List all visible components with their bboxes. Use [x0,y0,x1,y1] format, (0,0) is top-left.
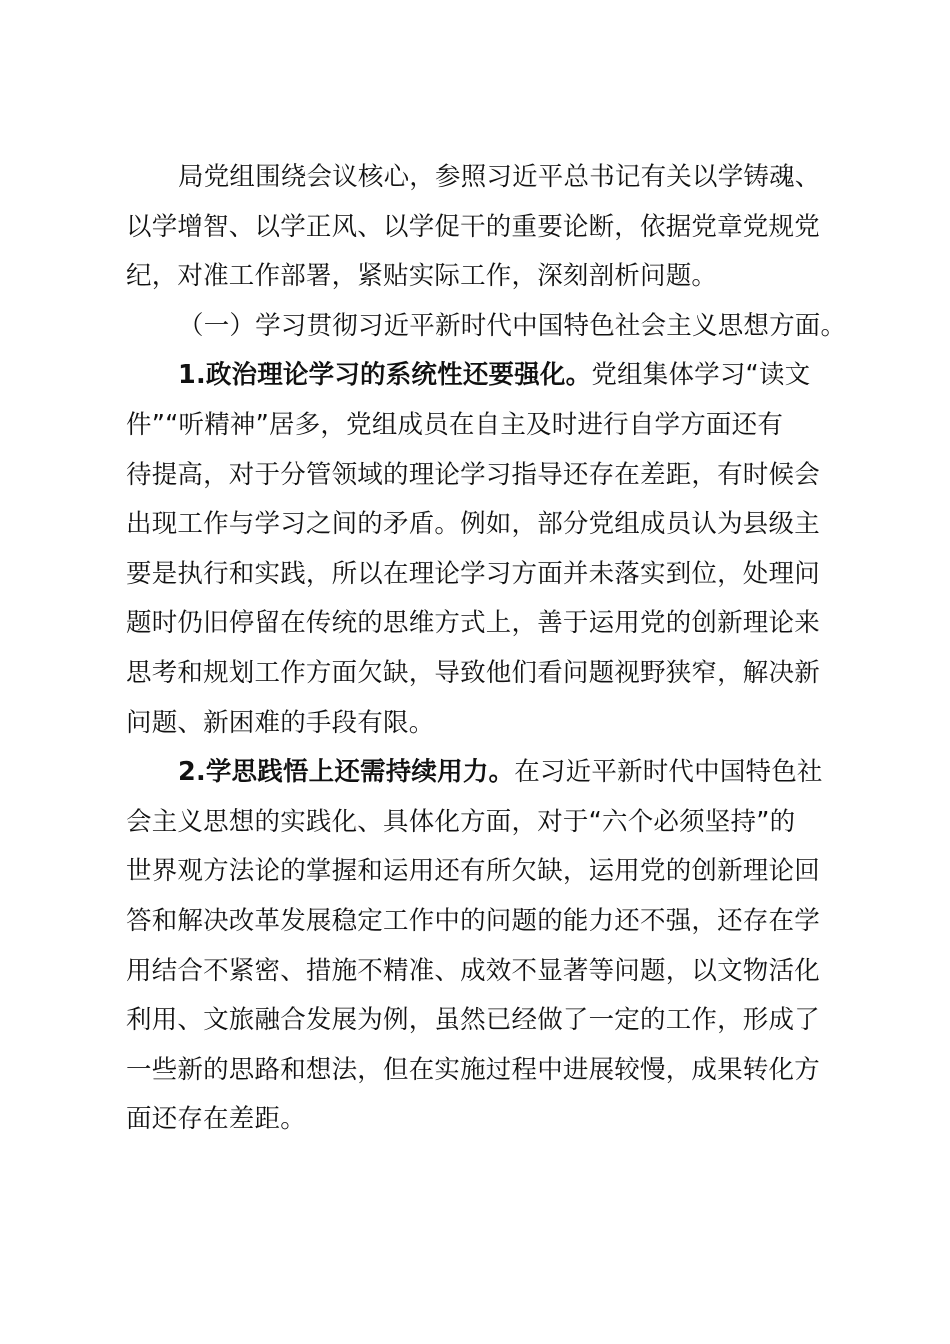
text-line: 一些新的思路和想法，但在实施过程中进展较慢，成果转化方 [126,1054,820,1085]
text-line: 用结合不紧密、措施不精准、成效不显著等问题，以文物活化 [126,955,820,986]
text-line: 出现工作与学习之间的矛盾。例如，部分党组成员认为县级主 [126,509,820,540]
text-line: 世界观方法论的掌握和运用还有所欠缺，运用党的创新理论回 [126,856,820,887]
point-1-first-line: 党组集体学习“读文 [591,360,811,391]
text-line: 要是执行和实践，所以在理论学习方面并未落实到位，处理问 [126,558,820,589]
section-heading-text: （一）学习贯彻习近平新时代中国特色社会主义思想方面。 [178,310,847,341]
text-line: 问题、新困难的手段有限。 [126,707,435,738]
text-line: 利用、文旅融合发展为例，虽然已经做了一定的工作，形成了 [126,1005,820,1036]
text-line: 答和解决改革发展稳定工作中的问题的能力还不强，还存在学 [126,905,820,936]
text-line: 件”“听精神”居多，党组成员在自主及时进行自学方面还有 [126,409,784,440]
point-2-first-line: 在习近平新时代中国特色社 [514,757,823,788]
text-line: 待提高，对于分管领域的理论学习指导还存在差距，有时候会 [126,459,820,490]
text-line: 题时仍旧停留在传统的思维方式上，善于运用党的创新理论来 [126,608,820,639]
text-line [126,351,834,401]
text-line: 纪，对准工作部署，紧贴实际工作，深刻剖析问题。 [126,261,718,292]
section-heading [126,302,847,352]
point-2-heading: 2.学思践悟上还需持续用力。 [178,757,515,788]
text-line: 会主义思想的实践化、具体化方面，对于“六个必须坚持”的 [126,806,796,837]
document-body [126,153,847,1145]
text-line: 思考和规划工作方面欠缺，导致他们看问题视野狭窄，解决新 [126,657,820,688]
point-2-paragraph [126,748,834,1145]
point-1-paragraph [126,351,834,748]
text-line [126,748,834,798]
text-line: 以学增智、以学正风、以学促干的重要论断，依据党章党规党 [126,211,820,242]
text-line: 局党组围绕会议核心，参照习近平总书记有关以学铸魂、 [178,162,821,192]
text-line: 面还存在差距。 [126,1104,306,1135]
point-1-heading: 1.政治理论学习的系统性还要强化。 [178,360,592,391]
intro-paragraph [126,153,834,302]
